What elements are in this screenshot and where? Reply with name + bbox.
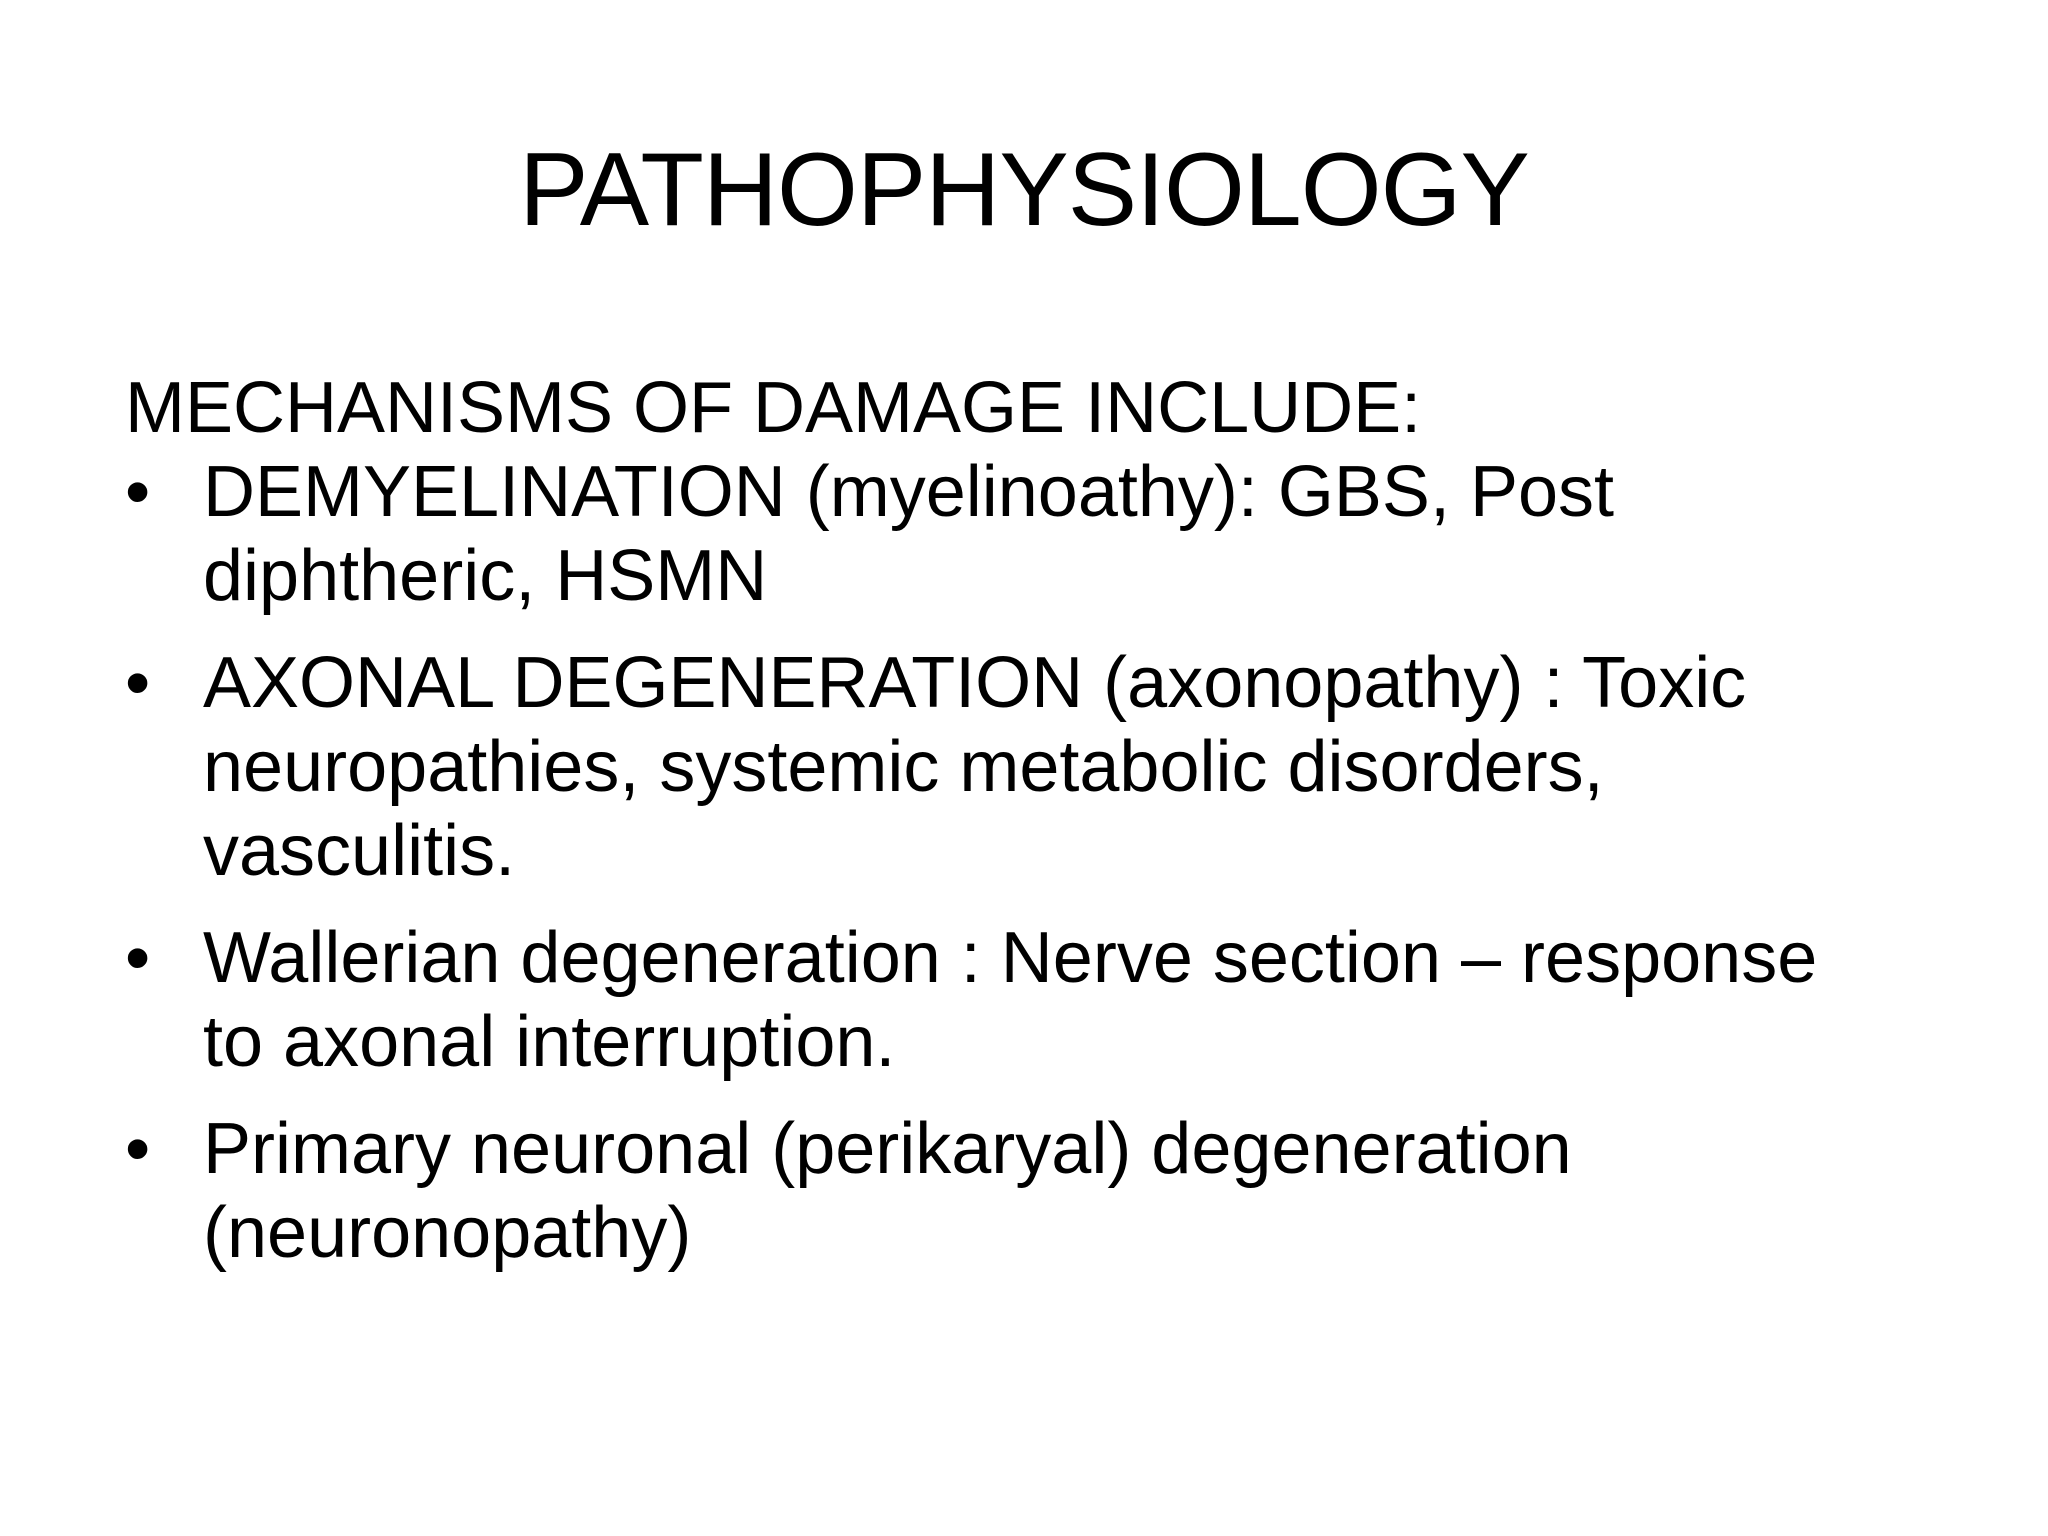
bullet-text: DEMYELINATION (myelinoathy): GBS, Post diphtheric, HSMN — [203, 452, 1615, 616]
bullet-item-demyelination — [125, 450, 1885, 618]
bullet-icon: • — [125, 643, 151, 723]
slide-body — [125, 366, 1885, 1275]
bullet-text: AXONAL DEGENERATION (axonopathy) : Toxic neuropathies, systemic metabolic disorders, vasculitis. — [203, 643, 1747, 891]
intro-heading: MECHANISMS OF DAMAGE INCLUDE: — [125, 368, 1422, 448]
bullet-icon: • — [125, 918, 151, 998]
bullet-list — [125, 450, 1885, 1275]
bullet-icon: • — [125, 452, 151, 532]
bullet-item-wallerian-degeneration — [125, 916, 1885, 1084]
slide-title: PATHOPHYSIOLOGY — [519, 132, 1529, 248]
bullet-text: Primary neuronal (perikaryal) degeneration (neuronopathy) — [203, 1109, 1572, 1273]
bullet-icon: • — [125, 1109, 151, 1189]
bullet-item-neuronal-degeneration — [125, 1107, 1885, 1275]
bullet-text: Wallerian degeneration : Nerve section – response to axonal interruption. — [203, 918, 1818, 1082]
bullet-item-axonal-degeneration — [125, 641, 1885, 893]
